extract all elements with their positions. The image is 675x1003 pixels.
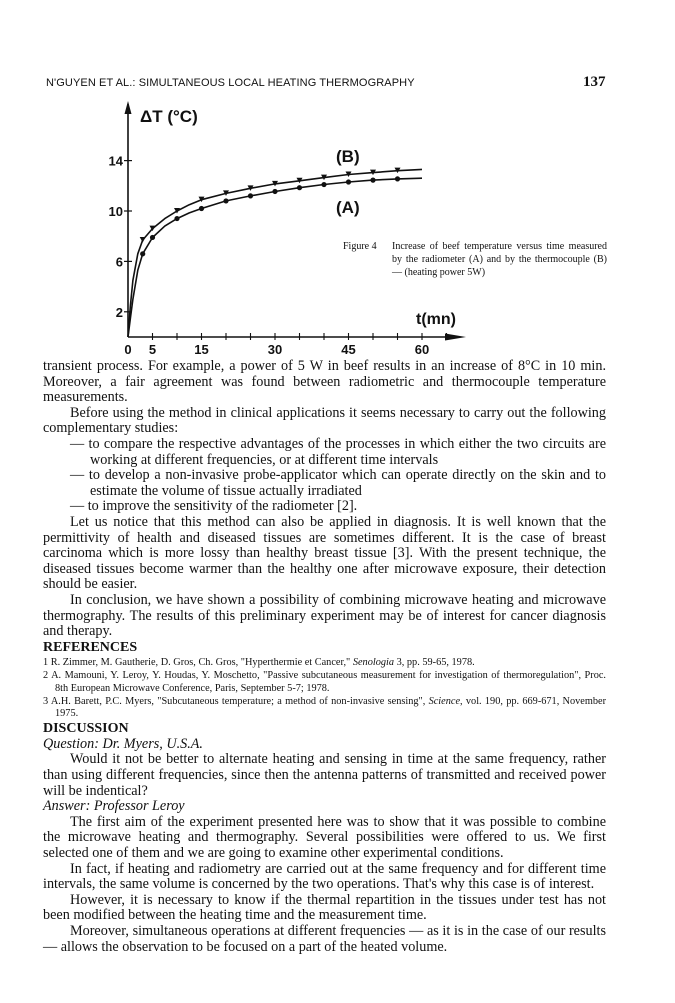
reference-journal: Senologia bbox=[352, 657, 395, 669]
paragraph: However, it is necessary to know if the thermal repartition in the tissues under test has not been modified between the heating time and the measurement time. bbox=[43, 891, 606, 924]
series-a-point bbox=[248, 193, 253, 198]
y-tick-label: 6 bbox=[115, 254, 123, 270]
series-a-point bbox=[223, 198, 228, 203]
figure-caption-text: Increase of beef temperature versus time measured by the radiometer (A) and by the thermocouple (B) — (heating power 5W) bbox=[392, 241, 607, 278]
page-number: 137 bbox=[583, 74, 606, 90]
series-a-point bbox=[199, 206, 204, 211]
reference-item: 2 A. Mamouni, Y. Leroy, Y. Houdas, Y. Moschetto, "Passive subcutaneous measurement for investigation of thermoregulation", Proc. 8th European Microwave Conference, Paris, September 5-7; 1978. bbox=[43, 670, 606, 694]
x-tick-label: 45 bbox=[341, 342, 356, 357]
y-tick-label: 14 bbox=[108, 153, 123, 169]
references-heading: REFERENCES bbox=[43, 639, 138, 655]
paragraph: Before using the method in clinical applications it seems necessary to carry out the following complementary studies: bbox=[43, 404, 606, 437]
x-tick-label: 60 bbox=[414, 342, 430, 357]
reference-journal: Science bbox=[428, 695, 461, 707]
figure-4-chart bbox=[100, 100, 480, 360]
figure-number: Figure 4 bbox=[343, 241, 377, 252]
series-a-point bbox=[297, 185, 302, 190]
series-a-point bbox=[321, 182, 326, 187]
y-tick-label: 2 bbox=[115, 304, 123, 320]
paragraph: transient process. For example, a power of 5 W in beef results in an increase of 8°C in 10 min. Moreover, a fair agreement was found between radiometric and thermocouple temperature measurements. bbox=[43, 358, 606, 406]
chart-labels bbox=[109, 107, 456, 357]
body-text bbox=[43, 359, 606, 955]
reference-text: 1 R. Zimmer, M. Gautherie, D. Gros, Ch. Gros, "Hyperthermie et Cancer," bbox=[43, 657, 353, 669]
figure-caption bbox=[343, 240, 608, 285]
x-tick-label: 15 bbox=[194, 342, 209, 357]
series-a-point bbox=[370, 178, 375, 183]
y-axis-arrow bbox=[125, 101, 132, 114]
y-axis-label: ΔT (°C) bbox=[140, 107, 198, 126]
x-tick-label: 0 bbox=[124, 342, 132, 357]
x-tick-label: 30 bbox=[267, 342, 283, 357]
reference-text: , vol. 190, pp. 669-671, November 1975. bbox=[55, 695, 607, 720]
x-axis-arrow bbox=[445, 334, 466, 341]
x-axis-label: t(mn) bbox=[416, 311, 456, 328]
list-item: — to improve the sensitivity of the radiometer [2]. bbox=[70, 498, 358, 515]
paragraph: In fact, if heating and radiometry are carried out at the same frequency and for different time intervals, the same volume is concerned by the two operations. That's why this case is of interest. bbox=[43, 860, 606, 893]
paragraph: Would it not be better to alternate heating and sensing in time at the same frequency, rather than using different frequencies, since then the antenna patterns of transmitted and received power will be indentical? bbox=[43, 751, 606, 799]
question-label: Question: Dr. Myers, U.S.A. bbox=[43, 735, 203, 752]
series-a-label: (A) bbox=[336, 198, 360, 217]
series-a-point bbox=[140, 251, 145, 256]
list-item: — to compare the respective advantages of the processes in which either the two circuits are working at different frequencies, or at different time intervals bbox=[70, 435, 606, 468]
series-a-point bbox=[150, 235, 155, 240]
series-a-point bbox=[174, 216, 179, 221]
series-b-point bbox=[140, 237, 146, 243]
y-tick-label: 10 bbox=[108, 204, 123, 219]
paragraph: Let us notice that this method can also be applied in diagnosis. It is well known that the permittivity of health and diseased tissues are sometimes different. It is the case of breast carcinoma which is more lossy than healthy breast tissue [3]. With the present technique, the diseased tissues become warmer than the healthy one after microwave exposure, their detection should be easier. bbox=[43, 513, 606, 593]
discussion-heading: DISCUSSION bbox=[43, 721, 129, 737]
series-a-point bbox=[272, 189, 277, 194]
paragraph: Moreover, simultaneous operations at different frequencies — as it is in the case of our results — allows the observation to be focused on a part of the heated volume. bbox=[43, 922, 606, 955]
reference-list bbox=[43, 657, 606, 721]
x-tick-label: 5 bbox=[148, 342, 157, 357]
reference-item bbox=[43, 657, 606, 670]
reference-text: 3 A.H. Barett, P.C. Myers, "Subcutaneous temperature; a method of non-invasive sensing", bbox=[43, 695, 429, 707]
answer-label: Answer: Professor Leroy bbox=[43, 798, 185, 815]
series-b-label: (B) bbox=[336, 147, 360, 166]
paragraph: In conclusion, we have shown a possibility of combining microwave heating and microwave thermography. The results of this preliminary experiment may be of interest for cancer diagnosis and therapy. bbox=[43, 591, 606, 640]
reference-item bbox=[43, 696, 606, 722]
paragraph: The first aim of the experiment presented here was to show that it was possible to combine the microwave heating and thermography. Several possibilities were offered to us. We first selected one of them and we are going to examine other experimental conditions. bbox=[43, 813, 606, 862]
running-title: N'GUYEN ET AL.: SIMULTANEOUS LOCAL HEATING THERMOGRAPHY bbox=[46, 77, 415, 89]
list-item: — to develop a non-invasive probe-applicator which can operate directly on the skin and to estimate the volume of tissue actually irradiated bbox=[70, 467, 606, 499]
series-a-point bbox=[395, 176, 400, 181]
series-a-point bbox=[346, 179, 351, 184]
reference-text: 3, pp. 59-65, 1978. bbox=[394, 657, 475, 669]
